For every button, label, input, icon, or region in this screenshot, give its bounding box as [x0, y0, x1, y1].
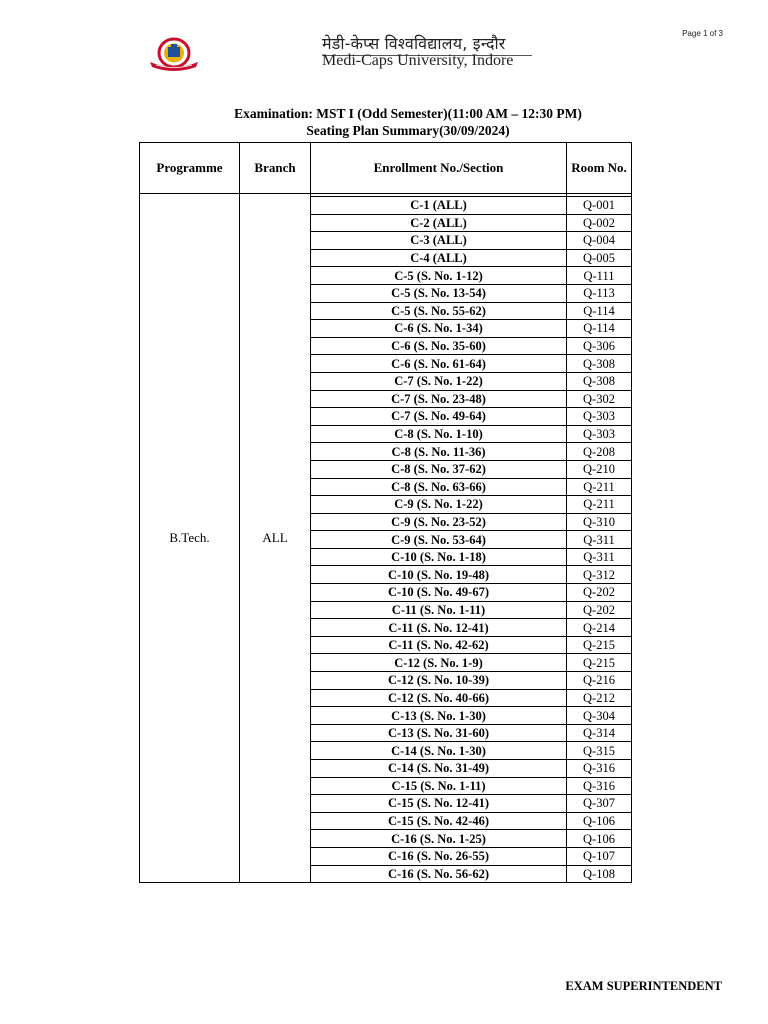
room-number-cell: Q-315 — [567, 742, 632, 760]
enrollment-section-cell: C-16 (S. No. 56-62) — [311, 865, 567, 883]
enrollment-section-cell: C-13 (S. No. 1-30) — [311, 707, 567, 725]
header-programme: Programme — [140, 143, 240, 194]
room-number-cell: Q-001 — [567, 197, 632, 215]
enrollment-section-cell: C-16 (S. No. 1-25) — [311, 830, 567, 848]
university-name-hindi: मेडी-केप्स विश्वविद्यालय, इन्दौर — [322, 32, 532, 56]
room-number-cell: Q-004 — [567, 232, 632, 250]
university-logo-icon — [146, 36, 202, 72]
room-number-cell: Q-210 — [567, 460, 632, 478]
room-number-cell: Q-107 — [567, 847, 632, 865]
room-number-cell: Q-308 — [567, 355, 632, 373]
seating-plan-table — [139, 142, 632, 883]
enrollment-section-cell: C-6 (S. No. 61-64) — [311, 355, 567, 373]
header-room: Room No. — [567, 143, 632, 194]
room-number-cell: Q-214 — [567, 619, 632, 637]
room-number-cell: Q-211 — [567, 496, 632, 514]
room-number-cell: Q-114 — [567, 302, 632, 320]
enrollment-section-cell: C-11 (S. No. 42-62) — [311, 636, 567, 654]
enrollment-section-cell: C-2 (ALL) — [311, 214, 567, 232]
room-number-cell: Q-002 — [567, 214, 632, 232]
enrollment-section-cell: C-14 (S. No. 31-49) — [311, 760, 567, 778]
room-number-cell: Q-005 — [567, 249, 632, 267]
room-number-cell: Q-215 — [567, 636, 632, 654]
room-number-cell: Q-208 — [567, 443, 632, 461]
enrollment-section-cell: C-12 (S. No. 1-9) — [311, 654, 567, 672]
room-number-cell: Q-202 — [567, 584, 632, 602]
enrollment-section-cell: C-14 (S. No. 1-30) — [311, 742, 567, 760]
branch-cell: ALL — [240, 194, 311, 883]
room-number-cell: Q-212 — [567, 689, 632, 707]
enrollment-section-cell: C-16 (S. No. 26-55) — [311, 847, 567, 865]
exam-line-2: Seating Plan Summary(30/09/2024) — [306, 123, 510, 138]
room-number-cell: Q-106 — [567, 812, 632, 830]
enrollment-section-cell: C-8 (S. No. 11-36) — [311, 443, 567, 461]
enrollment-section-cell: C-6 (S. No. 35-60) — [311, 337, 567, 355]
enrollment-section-cell: C-10 (S. No. 19-48) — [311, 566, 567, 584]
enrollment-section-cell: C-15 (S. No. 12-41) — [311, 795, 567, 813]
enrollment-section-cell: C-12 (S. No. 10-39) — [311, 672, 567, 690]
room-number-cell: Q-114 — [567, 320, 632, 338]
enrollment-section-cell: C-8 (S. No. 37-62) — [311, 460, 567, 478]
enrollment-section-cell: C-9 (S. No. 23-52) — [311, 513, 567, 531]
programme-cell: B.Tech. — [140, 194, 240, 883]
room-number-cell: Q-111 — [567, 267, 632, 285]
enrollment-section-cell: C-8 (S. No. 63-66) — [311, 478, 567, 496]
enrollment-section-cell: C-1 (ALL) — [311, 197, 567, 215]
room-number-cell: Q-216 — [567, 672, 632, 690]
exam-line-1: Examination: MST I (Odd Semester)(11:00 AM – 12:30 PM) — [234, 106, 582, 121]
room-number-cell: Q-108 — [567, 865, 632, 883]
room-number-cell: Q-302 — [567, 390, 632, 408]
room-number-cell: Q-106 — [567, 830, 632, 848]
enrollment-section-cell: C-6 (S. No. 1-34) — [311, 320, 567, 338]
header-enrollment: Enrollment No./Section — [311, 143, 567, 194]
table-header-row — [140, 143, 632, 194]
university-name-english: Medi-Caps University, Indore — [322, 52, 514, 69]
enrollment-section-cell: C-3 (ALL) — [311, 232, 567, 250]
room-number-cell: Q-303 — [567, 408, 632, 426]
room-number-cell: Q-311 — [567, 531, 632, 549]
enrollment-section-cell: C-8 (S. No. 1-10) — [311, 425, 567, 443]
exam-title — [0, 105, 768, 139]
room-number-cell: Q-303 — [567, 425, 632, 443]
enrollment-section-cell: C-9 (S. No. 1-22) — [311, 496, 567, 514]
room-number-cell: Q-304 — [567, 707, 632, 725]
page-number: Page 1 of 3 — [682, 29, 723, 38]
enrollment-section-cell: C-10 (S. No. 1-18) — [311, 548, 567, 566]
enrollment-section-cell: C-5 (S. No. 13-54) — [311, 284, 567, 302]
header-branch: Branch — [240, 143, 311, 194]
enrollment-section-cell: C-5 (S. No. 55-62) — [311, 302, 567, 320]
room-number-cell: Q-308 — [567, 372, 632, 390]
room-number-cell: Q-312 — [567, 566, 632, 584]
enrollment-section-cell: C-7 (S. No. 23-48) — [311, 390, 567, 408]
room-number-cell: Q-310 — [567, 513, 632, 531]
enrollment-section-cell: C-11 (S. No. 1-11) — [311, 601, 567, 619]
enrollment-section-cell: C-13 (S. No. 31-60) — [311, 724, 567, 742]
room-number-cell: Q-316 — [567, 760, 632, 778]
exam-superintendent-signature: EXAM SUPERINTENDENT — [565, 979, 722, 993]
room-number-cell: Q-316 — [567, 777, 632, 795]
room-number-cell: Q-215 — [567, 654, 632, 672]
room-number-cell: Q-211 — [567, 478, 632, 496]
room-number-cell: Q-311 — [567, 548, 632, 566]
room-number-cell: Q-306 — [567, 337, 632, 355]
enrollment-section-cell: C-7 (S. No. 1-22) — [311, 372, 567, 390]
table-body — [140, 194, 632, 883]
room-number-cell: Q-202 — [567, 601, 632, 619]
enrollment-section-cell: C-11 (S. No. 12-41) — [311, 619, 567, 637]
enrollment-section-cell: C-10 (S. No. 49-67) — [311, 584, 567, 602]
enrollment-section-cell: C-9 (S. No. 53-64) — [311, 531, 567, 549]
room-number-cell: Q-113 — [567, 284, 632, 302]
enrollment-section-cell: C-4 (ALL) — [311, 249, 567, 267]
enrollment-section-cell: C-7 (S. No. 49-64) — [311, 408, 567, 426]
room-number-cell: Q-307 — [567, 795, 632, 813]
enrollment-section-cell: C-12 (S. No. 40-66) — [311, 689, 567, 707]
enrollment-section-cell: C-15 (S. No. 42-46) — [311, 812, 567, 830]
enrollment-section-cell: C-15 (S. No. 1-11) — [311, 777, 567, 795]
room-number-cell: Q-314 — [567, 724, 632, 742]
enrollment-section-cell: C-5 (S. No. 1-12) — [311, 267, 567, 285]
